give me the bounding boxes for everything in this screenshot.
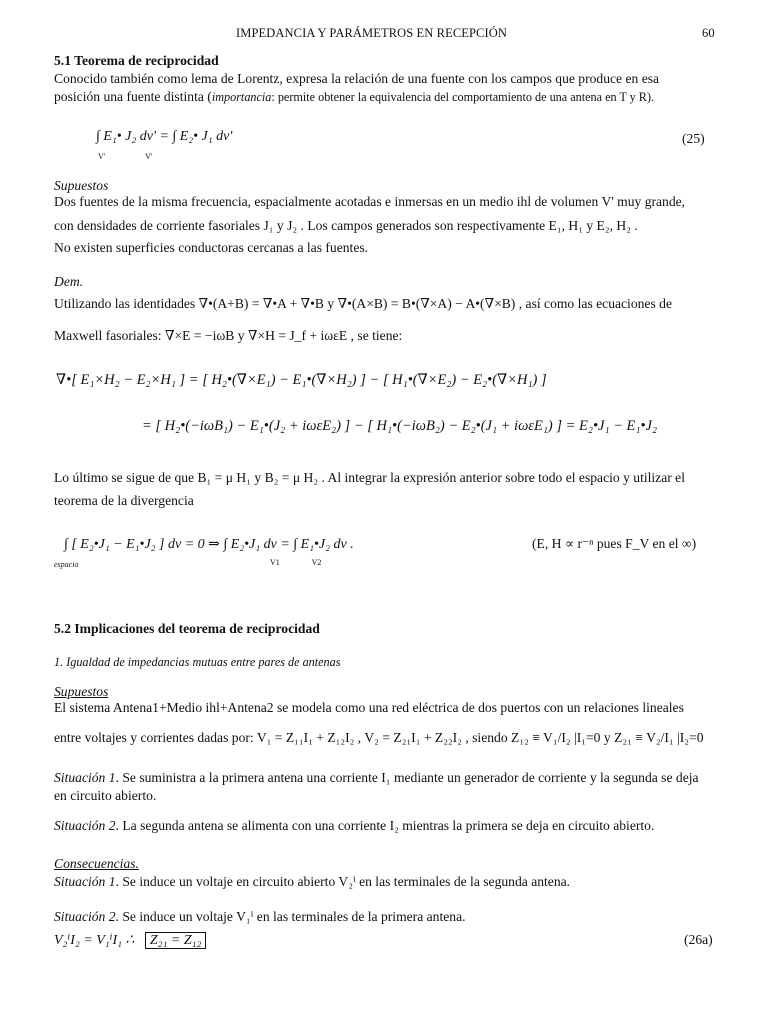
supuestos-label: Supuestos (54, 178, 109, 193)
equation-26a-result-box: Z₂₁ = Z₁₂ (145, 932, 207, 949)
consecuencias-label: Consecuencias. (54, 856, 139, 871)
section-5-1-heading: 5.1 Teorema de reciprocidad (54, 53, 219, 68)
situation-1-continued: en circuito abierto. (54, 788, 157, 803)
equation-26a: V₂ⁱI₂ = V₁ⁱI₁ ∴ Z₂₁ = Z₁₂ (54, 932, 206, 949)
equation-26a-number: (26a) (684, 932, 713, 947)
equation-divergence-note: (E, H ∝ r⁻ⁿ pues F_V en el ∞) (532, 536, 697, 551)
supuestos-line-3: No existen superficies conductoras cercanas a las fuentes. (54, 240, 369, 255)
equation-divergence-limit-space: espacio (54, 560, 79, 569)
dem-line-2: Maxwell fasoriales: ∇×E = −iωB y ∇×H = J_f + iωεE , se tiene: (54, 328, 403, 343)
equation-divergence-expansion-1: ∇•[ E₁×H₂ − E₂×H₁ ] = [ H₂•(∇×E₁) − E₁•(∇×H₂) ] − [ H₁•(∇×E₂) − E₂•(∇×H₁) ] (56, 372, 547, 388)
supuestos-label-2: Supuestos (54, 684, 109, 699)
last-line-1: Lo último se sigue de que B₁ = μ H₁ y B₂ = μ H₂ . Al integrar la expresión anterior sobre todo el espacio y utilizar el (54, 470, 685, 485)
equation-25-limits: V' V' (98, 152, 153, 161)
equation-divergence-limit-volumes: V1 V2 (270, 558, 322, 567)
two-port-line-1: El sistema Antena1+Medio ihl+Antena2 se modela como una red eléctrica de dos puertos con un relaciones lineales (54, 700, 684, 715)
running-header-title: IMPEDANCIA Y PARÁMETROS EN RECEPCIÓN (236, 26, 507, 40)
last-line-2: teorema de la divergencia (54, 493, 194, 508)
dem-label: Dem. (54, 274, 84, 289)
situation-1: Situación 1. Se suministra a la primera antena una corriente I₁ mediante un generador de corriente y la segunda se deja (54, 770, 699, 785)
equation-25: ∫ E₁• J₂ dv' = ∫ E₂• J₁ dv' (96, 129, 233, 144)
consequence-situation-2: Situación 2. Se induce un voltaje V₁ⁱ en las terminales de la primera antena. (54, 909, 466, 924)
situation-2: Situación 2. La segunda antena se alimenta con una corriente I₂ mientras la primera se deja en circuito abierto. (54, 818, 655, 833)
dem-line-1: Utilizando las identidades ∇•(A+B) = ∇•A + ∇•B y ∇•(A×B) = B•(∇×A) − A•(∇×B) , así como las ecuaciones de (54, 296, 672, 311)
intro-line-2: posición una fuente distinta (importancia: permite obtener la equivalencia del comportamiento de una antena en T y R). (54, 89, 655, 104)
section-5-2-heading: 5.2 Implicaciones del teorema de reciprocidad (54, 621, 320, 636)
two-port-line-2: entre voltajes y corrientes dadas por: V₁ = Z₁₁I₁ + Z₁₂I₂ , V₂ = Z₂₁I₁ + Z₂₂I₂ , siendo Z₁₂ ≡ V₁/I₂ |I₁=0 y Z₂₁ ≡ V₂/I₁ |I₂=0 (54, 730, 704, 745)
equation-25-number: (25) (682, 131, 705, 146)
page-number: 60 (702, 26, 715, 40)
supuestos-line-1: Dos fuentes de la misma frecuencia, espacialmente acotadas e inmersas en un medio ihl de volumen V' muy grande, (54, 194, 686, 209)
supuestos-line-2: con densidades de corriente fasoriales J₁ y J₂ . Los campos generados son respectivamente E₁, H₁ y E₂, H₂ . (54, 218, 638, 233)
equation-divergence-theorem: ∫ [ E₂•J₁ − E₁•J₂ ] dv = 0 ⇒ ∫ E₂•J₁ dv = ∫ E₁•J₂ dv . (64, 537, 354, 552)
consequence-situation-1: Situación 1. Se induce un voltaje en circuito abierto V₂ⁱ en las terminales de la segunda antena. (54, 874, 571, 889)
implication-item-1: 1. Igualdad de impedancias mutuas entre pares de antenas (54, 655, 341, 669)
equation-divergence-expansion-2: = [ H₂•(−iωB₁) − E₁•(J₂ + iωεE₂) ] − [ H₁•(−iωB₂) − E₂•(J₁ + iωεE₁) ] = E₂•J₁ − E₁•J₂ (142, 418, 657, 434)
intro-line-1: Conocido también como lema de Lorentz, expresa la relación de una fuente con los campos que produce en esa (54, 71, 660, 86)
